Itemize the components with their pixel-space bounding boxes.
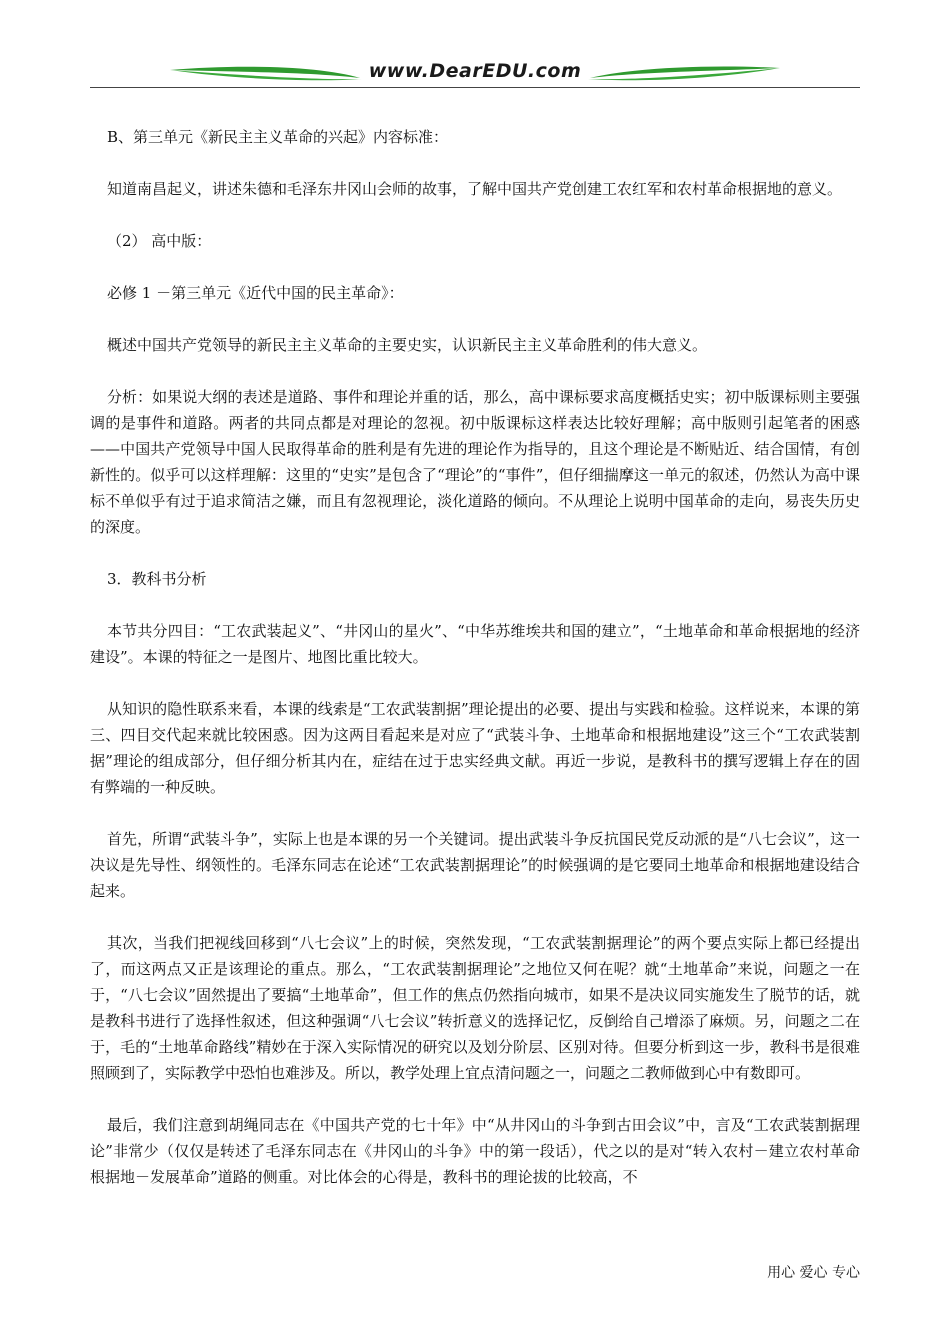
paragraph: 必修 1 －第三单元《近代中国的民主革命》： — [107, 284, 404, 302]
paragraph: 其次，当我们把视线回移到“八七会议”上的时候，突然发现，“工农武装割据理论”的两个要点实际上都已经提出了，而这两点又正是该理论的重点。那么，“工农武装割据理论”之地位又何在呢？就“土地革命”来说，问题之一在于，“八七会议”固然提出了要搞“土地革命”，但工作的焦点仍然指向城市，如果不是决议同实施发生了脱节的话，就是教科书进行了选择性叙述，但这种强调“八七会议”转折意义的选择记忆，反倒给自己增添了麻烦。另，问题之二在于，毛的“土地革命路线”精妙在于深入实际情况的研究以及划分阶层、区别对待。但要分析到这一步，教科书是很难照顾到了，实际教学中恐怕也难涉及。所以，教学处理上宜点清问题之一，问题之二教师做到心中有数即可。 — [90, 934, 860, 1082]
paragraph: 知道南昌起义，讲述朱德和毛泽东井冈山会师的故事，了解中国共产党创建工农红军和农村革命根据地的意义。 — [107, 180, 843, 198]
paragraph: 本节共分四目：“工农武装起义”、“井冈山的星火”、“中华苏维埃共和国的建立”，“土地革命和革命根据地的经济建设”。本课的特征之一是图片、地图比重比较大。 — [90, 622, 860, 666]
paragraph: B、第三单元《新民主主义革命的兴起》内容标准： — [107, 128, 449, 146]
paragraph: （2） 高中版： — [107, 232, 212, 250]
paragraph: 概述中国共产党领导的新民主主义革命的主要史实，认识新民主主义革命胜利的伟大意义。 — [107, 336, 708, 354]
footer-slogan: 用心 爱心 专心 — [767, 1265, 860, 1281]
document-body — [90, 124, 860, 1216]
paragraph: 最后，我们注意到胡绳同志在《中国共产党的七十年》中“从井冈山的斗争到古田会议”中，言及“工农武装割据理论”非常少（仅仅是转述了毛泽东同志在《井冈山的斗争》中的第一段话），代之以的是对“转入农村－建立农村革命根据地－发展革命”道路的侧重。对比体会的心得是，教科书的理论拔的比较高，不 — [90, 1116, 860, 1186]
paragraph: 3．教科书分析 — [107, 570, 207, 588]
paragraph: 首先，所谓“武装斗争”，实际上也是本课的另一个关键词。提出武装斗争反抗国民党反动派的是“八七会议”，这一决议是先导性、纲领性的。毛泽东同志在论述“工农武装割据理论”的时候强调的是它要同土地革命和根据地建设结合起来。 — [90, 830, 860, 900]
paragraph: 从知识的隐性联系来看，本课的线索是“工农武装割据”理论提出的必要、提出与实践和检验。这样说来，本课的第三、四目交代起来就比较困惑。因为这两目看起来是对应了“武装斗争、土地革命和根据地建设”这三个“工农武装割据”理论的组成部分，但仔细分析其内在，症结在过于忠实经典文献。再近一步说，是教科书的撰写逻辑上存在的固有弊端的一种反映。 — [90, 700, 860, 796]
site-header — [90, 56, 860, 90]
site-name: www.DearEDU.com — [368, 60, 582, 82]
paragraph: 分析：如果说大纲的表述是道路、事件和理论并重的话，那么，高中课标要求高度概括史实；初中版课标则主要强调的是事件和道路。两者的共同点都是对理论的忽视。初中版课标这样表达比较好理解；高中版则引起笔者的困惑——中国共产党领导中国人民取得革命的胜利是有先进的理论作为指导的，且这个理论是不断贴近、结合国情，有创新性的。似乎可以这样理解：这里的“史实”是包含了“理论”的“事件”，但仔细揣摩这一单元的叙述，仍然认为高中课标不单似乎有过于追求简洁之嫌，而且有忽视理论，淡化道路的倾向。不从理论上说明中国革命的走向，易丧失历史的深度。 — [90, 388, 860, 536]
header-divider — [90, 87, 860, 88]
